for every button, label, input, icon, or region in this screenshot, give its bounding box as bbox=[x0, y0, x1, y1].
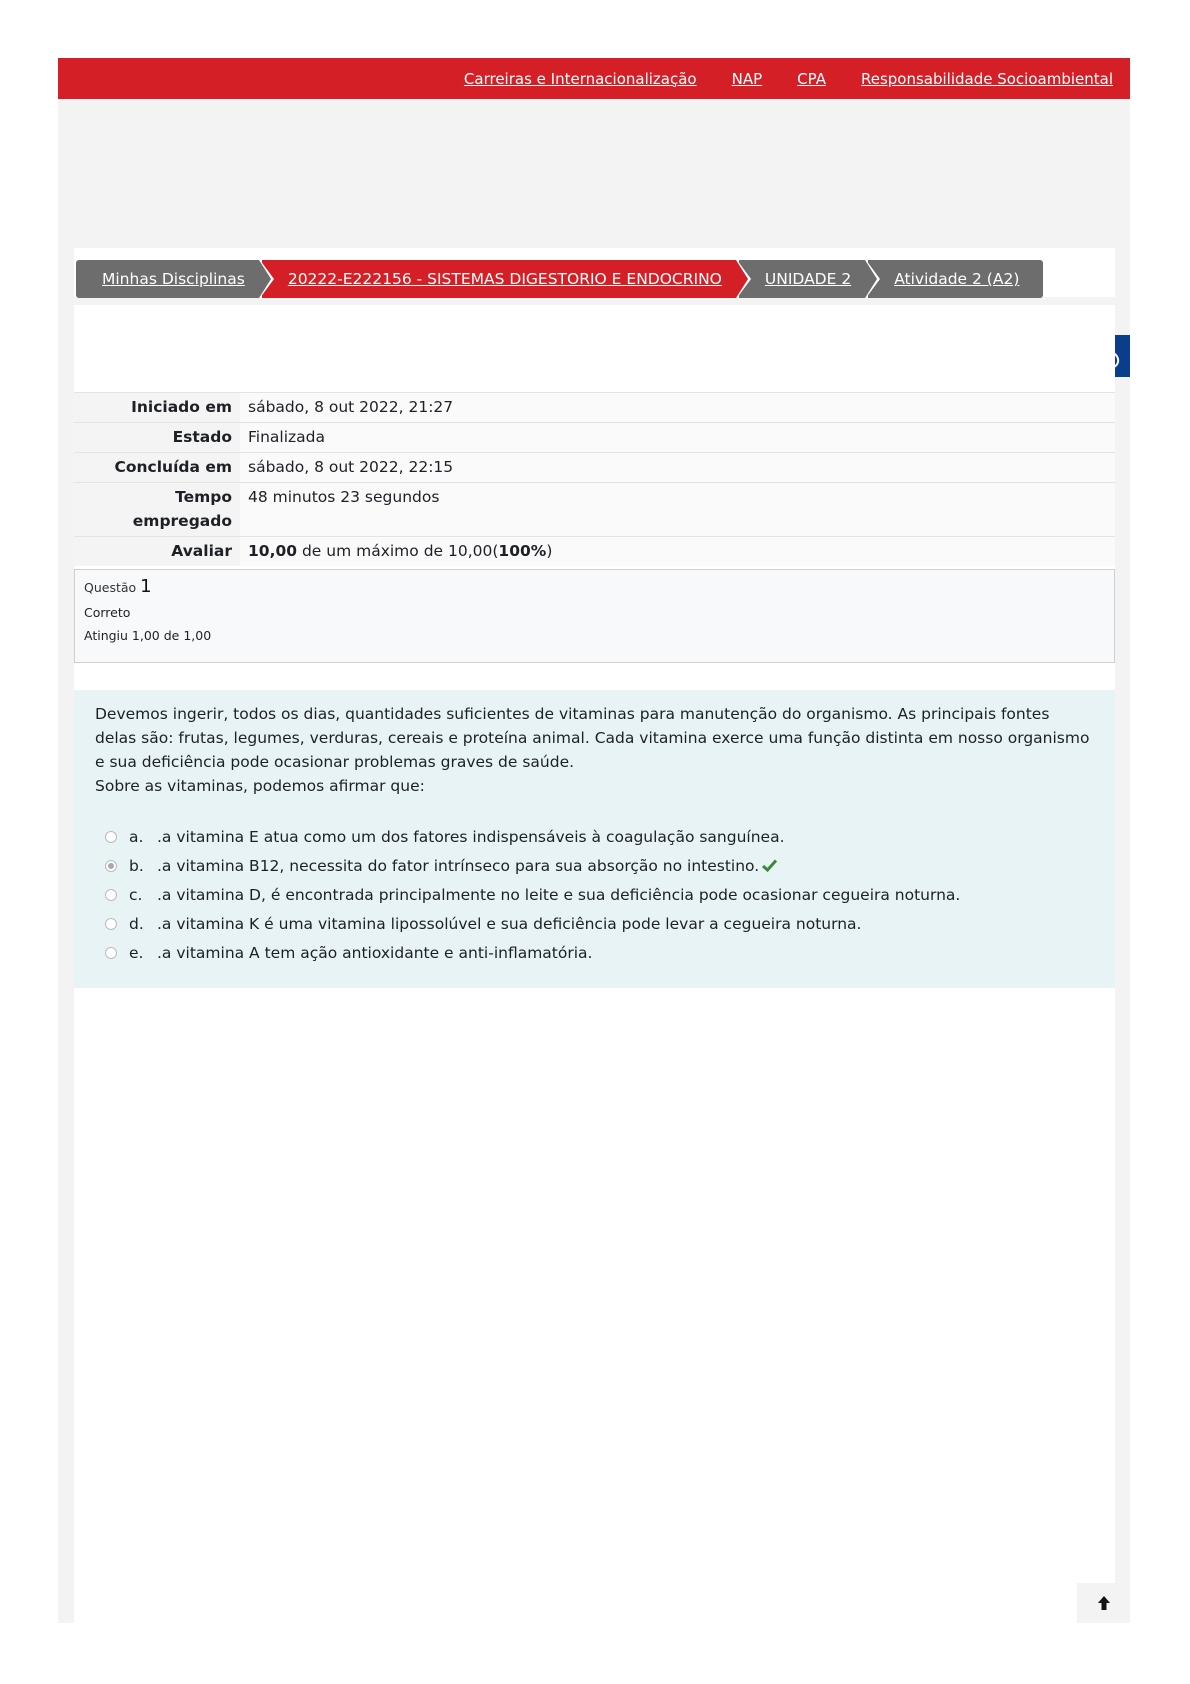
summary-row-time bbox=[74, 483, 1115, 537]
breadcrumb-item-minhas-disciplinas[interactable] bbox=[76, 260, 259, 298]
breadcrumb-item-atividade[interactable] bbox=[868, 260, 1043, 298]
question-text: Devemos ingerir, todos os dias, quantidades suficientes de vitaminas para manutenção do organismo. As principais fontes delas são: frutas, legumes, verduras, cereais e proteína animal. Cada vitamina exerce uma função distinta em nosso organismo e sua deficiência pode ocasionar problemas graves de saúde. bbox=[95, 705, 1090, 771]
summary-row-completed bbox=[74, 453, 1115, 483]
answer-letter: e. bbox=[129, 943, 144, 962]
summary-label-line: empregado bbox=[132, 512, 232, 530]
radio-button[interactable] bbox=[105, 947, 117, 959]
summary-value: sábado, 8 out 2022, 22:15 bbox=[240, 453, 1115, 483]
answer-option-c[interactable] bbox=[95, 880, 1094, 909]
question-info-box bbox=[74, 569, 1115, 663]
question-number bbox=[84, 576, 1105, 597]
grade-text: de um máximo de 10,00( bbox=[297, 542, 499, 560]
question-prompt: Sobre as vitaminas, podemos afirmar que: bbox=[95, 777, 425, 795]
question-label: Questão bbox=[84, 580, 137, 595]
breadcrumb-label: Atividade 2 (A2) bbox=[894, 270, 1020, 288]
breadcrumb-label: UNIDADE 2 bbox=[764, 270, 852, 288]
answer-option-a[interactable] bbox=[95, 822, 1094, 851]
answer-text: .a vitamina K é uma vitamina lipossolúvel e sua deficiência pode levar a cegueira noturna. bbox=[157, 914, 862, 933]
nav-link-responsabilidade[interactable]: Responsabilidade Socioambiental bbox=[860, 69, 1113, 88]
summary-label: Estado bbox=[74, 423, 240, 453]
answer-letter: a. bbox=[129, 827, 144, 846]
answer-letter: b. bbox=[129, 856, 144, 875]
answer-text: .a vitamina B12, necessita do fator intrínseco para sua absorção no intestino. bbox=[157, 856, 760, 875]
summary-value: 48 minutos 23 segundos bbox=[240, 483, 1115, 537]
radio-button[interactable] bbox=[105, 918, 117, 930]
breadcrumb-label: 20222-E222156 - SISTEMAS DIGESTORIO E ENDOCRINO bbox=[287, 270, 722, 288]
grade-percent: 100% bbox=[498, 542, 547, 560]
summary-value: Finalizada bbox=[240, 423, 1115, 453]
summary-row-grade bbox=[74, 537, 1115, 567]
summary-label: Avaliar bbox=[74, 537, 240, 567]
grade-score: 10,00 bbox=[248, 542, 298, 560]
page-background bbox=[58, 58, 1130, 1623]
summary-value bbox=[240, 537, 1115, 567]
answer-letter: c. bbox=[129, 885, 143, 904]
top-navigation-bar bbox=[58, 58, 1130, 99]
answer-list bbox=[95, 822, 1094, 967]
radio-button-selected[interactable] bbox=[105, 860, 117, 872]
question-status: Correto bbox=[84, 605, 131, 620]
answer-option-b[interactable] bbox=[95, 851, 1094, 880]
summary-label: Concluída em bbox=[74, 453, 240, 483]
question-content bbox=[74, 690, 1115, 988]
breadcrumb-label: Minhas Disciplinas bbox=[102, 270, 245, 288]
nav-link-cpa[interactable]: CPA bbox=[797, 69, 826, 88]
answer-text: .a vitamina E atua como um dos fatores indispensáveis à coagulação sanguínea. bbox=[157, 827, 785, 846]
question-number-value: 1 bbox=[140, 576, 152, 597]
main-content bbox=[74, 248, 1115, 1623]
back-to-top-button[interactable] bbox=[1077, 1583, 1130, 1623]
question-mark: Atingiu 1,00 de 1,00 bbox=[84, 628, 212, 643]
summary-row-state bbox=[74, 423, 1115, 453]
grade-text-end: ) bbox=[546, 542, 553, 560]
answer-option-e[interactable] bbox=[95, 938, 1094, 967]
breadcrumb-item-course[interactable] bbox=[262, 260, 736, 298]
nav-link-carreiras[interactable]: Carreiras e Internacionalização bbox=[463, 69, 697, 88]
attempt-summary-table bbox=[74, 392, 1115, 566]
summary-label: Iniciado em bbox=[74, 393, 240, 423]
breadcrumb-item-unidade[interactable] bbox=[739, 260, 865, 298]
answer-option-d[interactable] bbox=[95, 909, 1094, 938]
nav-link-nap[interactable]: NAP bbox=[731, 69, 763, 88]
summary-label bbox=[74, 483, 240, 537]
radio-button[interactable] bbox=[105, 831, 117, 843]
radio-button[interactable] bbox=[105, 889, 117, 901]
summary-value: sábado, 8 out 2022, 21:27 bbox=[240, 393, 1115, 423]
check-icon bbox=[762, 859, 777, 872]
arrow-up-icon bbox=[1097, 1595, 1111, 1611]
summary-row-started bbox=[74, 393, 1115, 423]
answer-letter: d. bbox=[129, 914, 144, 933]
breadcrumb bbox=[74, 248, 1115, 305]
answer-text: .a vitamina D, é encontrada principalmente no leite e sua deficiência pode ocasionar cegueira noturna. bbox=[157, 885, 961, 904]
answer-text: .a vitamina A tem ação antioxidante e anti-inflamatória. bbox=[157, 943, 593, 962]
summary-label-line: Tempo bbox=[175, 488, 232, 506]
